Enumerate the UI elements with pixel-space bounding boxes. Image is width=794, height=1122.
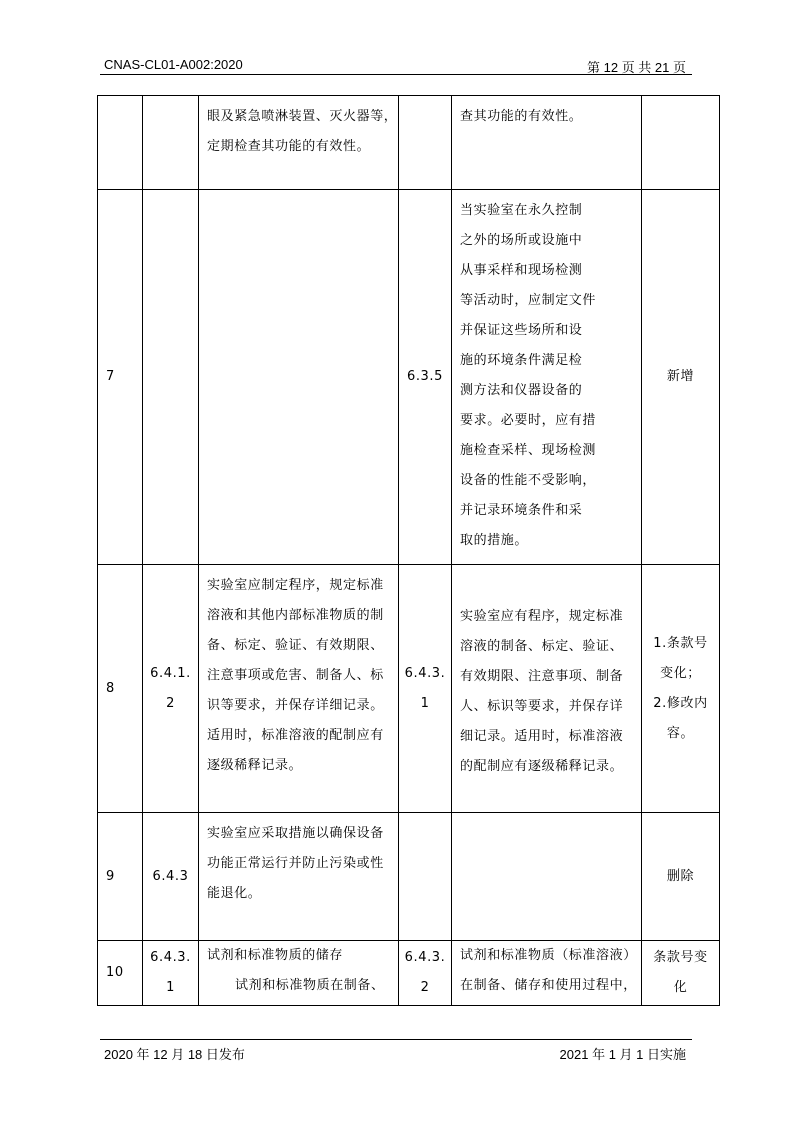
old-content (199, 190, 399, 565)
old-clause: 6.4.1. 2 (143, 565, 199, 813)
remark: 条款号变 化 (642, 941, 720, 1006)
remark (642, 96, 720, 190)
row-number: 9 (98, 813, 143, 941)
old-content: 试剂和标准物质的储存 试剂和标准物质在制备、 (199, 941, 399, 1006)
new-content: 查其功能的有效性。 (452, 96, 642, 190)
footer-rule (100, 1039, 692, 1040)
comparison-table (97, 95, 720, 1006)
new-content: 试剂和标准物质（标准溶液） 在制备、储存和使用过程中， (452, 941, 642, 1006)
remark: 1.条款号 变化； 2.修改内 容。 (642, 565, 720, 813)
new-content (452, 813, 642, 941)
new-clause (399, 813, 452, 941)
page-info: 第 12 页 共 21 页 (587, 60, 686, 75)
page-footer (100, 1044, 692, 1064)
new-content: 实验室应有程序，规定标准 溶液的制备、标定、验证、 有效期限、注意事项、制备 人、标识等要求，并保存详 细记录。适用时，标准溶液 的配制应有逐级稀释记录。 (452, 565, 642, 813)
publish-date: 2020 年 12 月 18 日发布 (104, 1047, 245, 1062)
new-clause: 6.3.5 (399, 190, 452, 565)
old-clause: 6.4.3 (143, 813, 199, 941)
new-clause (399, 96, 452, 190)
remark: 删除 (642, 813, 720, 941)
new-clause: 6.4.3. 1 (399, 565, 452, 813)
old-clause (143, 96, 199, 190)
old-clause: 6.4.3. 1 (143, 941, 199, 1006)
table-row (98, 941, 720, 1006)
old-content: 眼及紧急喷淋装置、灭火器等， 定期检查其功能的有效性。 (199, 96, 399, 190)
row-number (98, 96, 143, 190)
remark: 新增 (642, 190, 720, 565)
row-number: 7 (98, 190, 143, 565)
table-row (98, 565, 720, 813)
table-row (98, 813, 720, 941)
page-header (100, 54, 692, 74)
header-rule (100, 74, 692, 75)
old-content: 实验室应采取措施以确保设备 功能正常运行并防止污染或性 能退化。 (199, 813, 399, 941)
table-row (98, 190, 720, 565)
new-content: 当实验室在永久控制 之外的场所或设施中 从事采样和现场检测 等活动时，应制定文件 并保证这些场所和设 施的环境条件满足检 测方法和仪器设备的 要求。必要时，应有措 施检查采样、现场检测 设备的性能不受影响， 并记录环境条件和采 取的措施。 (452, 190, 642, 565)
doc-code: CNAS-CL01-A002:2020 (104, 57, 243, 72)
row-number: 8 (98, 565, 143, 813)
new-clause: 6.4.3. 2 (399, 941, 452, 1006)
old-clause (143, 190, 199, 565)
table-row (98, 96, 720, 190)
row-number: 10 (98, 941, 143, 1006)
implement-date: 2021 年 1 月 1 日实施 (559, 1047, 686, 1062)
old-content: 实验室应制定程序，规定标准 溶液和其他内部标准物质的制 备、标定、验证、有效期限、 注意事项或危害、制备人、标 识等要求，并保存详细记录。 适用时，标准溶液的配制应有 逐级稀释记录。 (199, 565, 399, 813)
